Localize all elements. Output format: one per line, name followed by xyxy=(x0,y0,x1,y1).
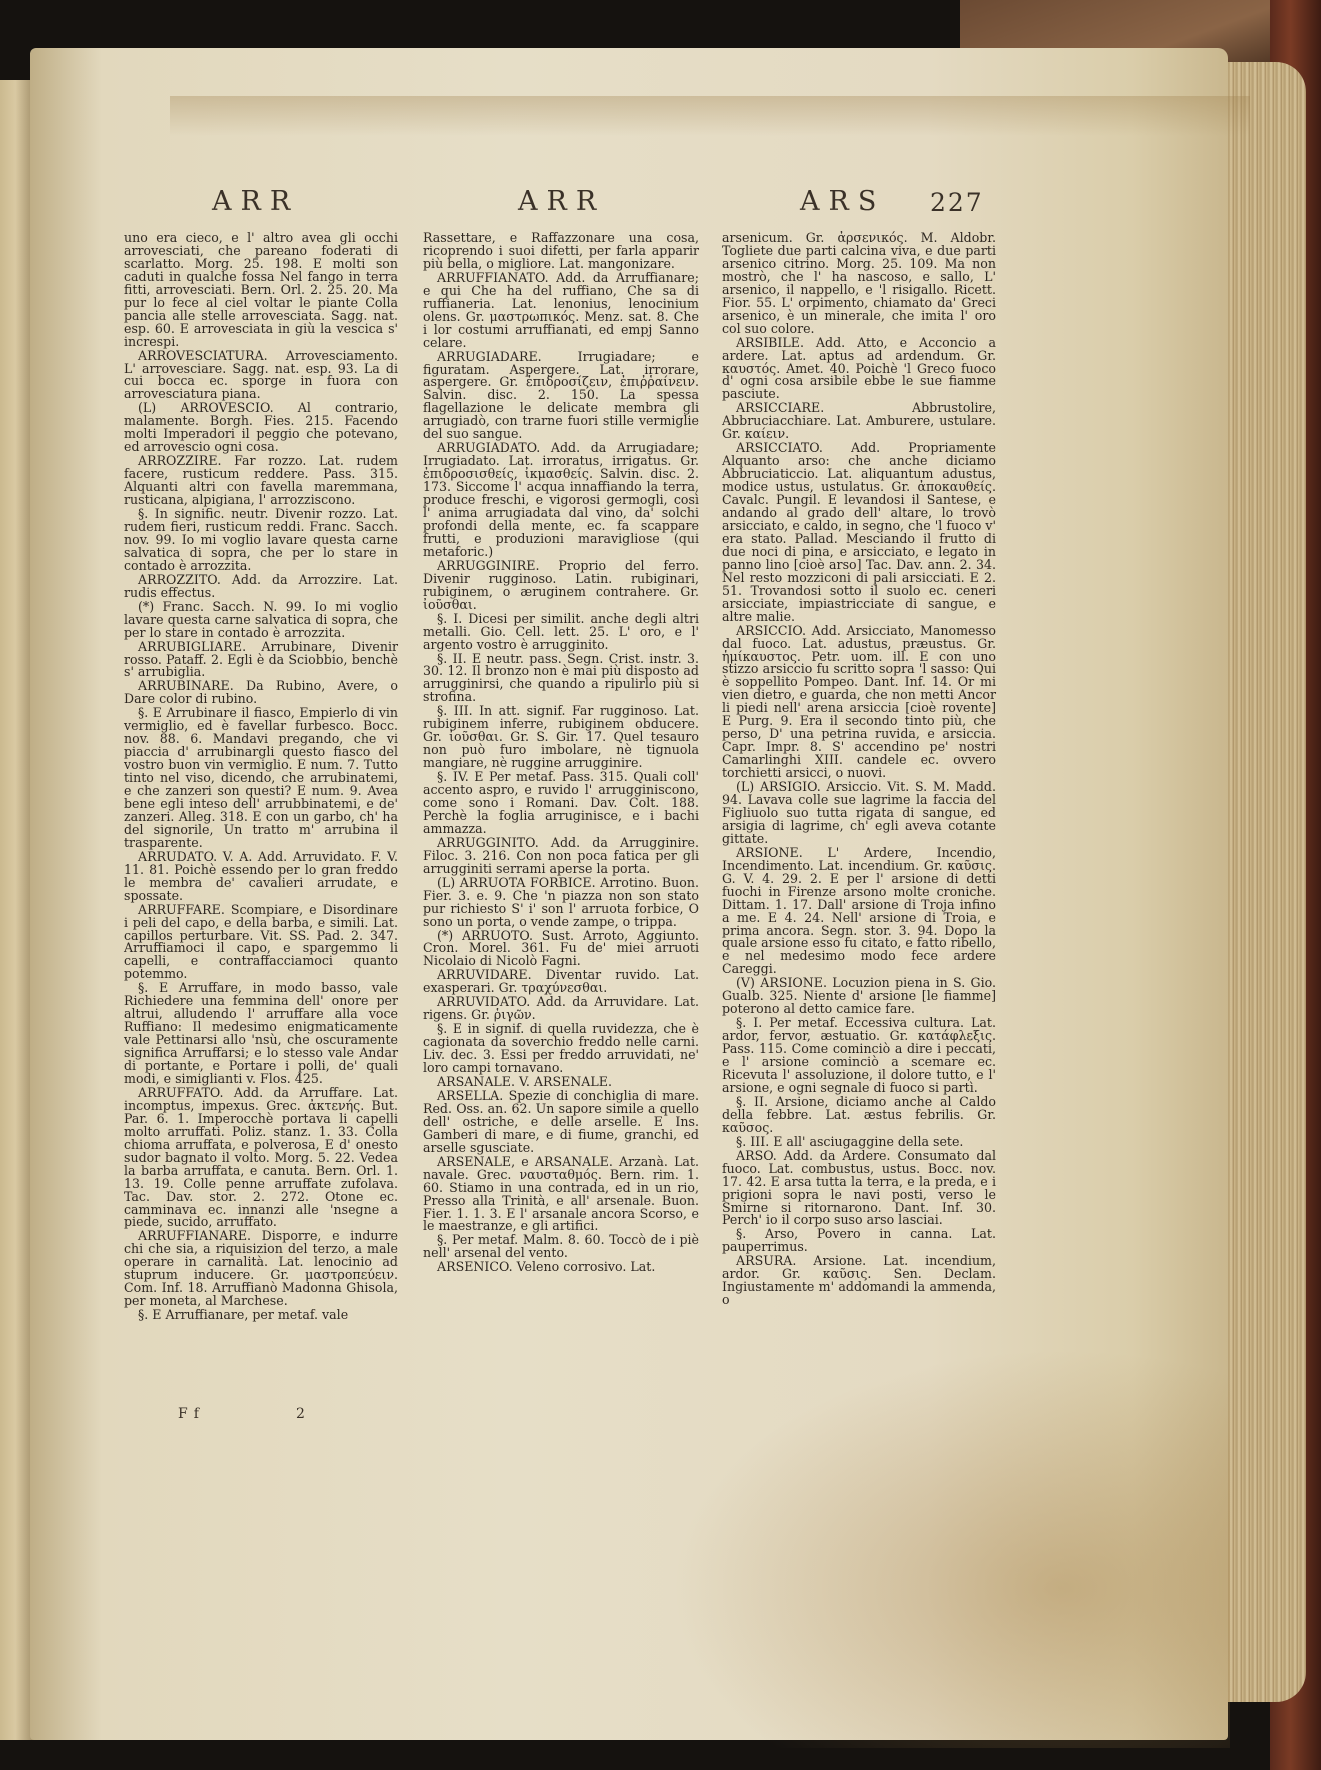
dictionary-entry: ARRUGGINITO. Add. da Arrugginire. Filoc. 3. 216. Con non poca fatica per gli arrugginiti serrami aperse la porta. xyxy=(423,834,699,876)
dictionary-entry: ARSICCIARE. Abbrustolire, Abbruciacchiare. Lat. Amburere, ustulare. Gr. καίειν. xyxy=(722,400,996,442)
dictionary-entry: (V) ARSIONE. Locuzion piena in S. Gio. Gualb. 325. Niente d' arsione [le fiamme] poterono al detto camice fare. xyxy=(722,975,996,1017)
paper-stain xyxy=(670,1348,1230,1748)
column-middle xyxy=(423,232,699,1275)
dictionary-entry: ARSO. Add. da Ardere. Consumato dal fuoco. Lat. combustus, ustus. Bocc. nov. 17. 42. E arsa tutta la terra, e la preda, e i prigioni sopra le navi posti, verso le Smirne si ritornarono. Dant. Inf. 30. Perch' io il corpo suso arso lasciai. xyxy=(722,1147,996,1228)
dictionary-entry: §. E in signif. di quella ruvidezza, che è cagionata da soverchio freddo nelle carni. Liv. dec. 3. Essi per freddo arruvidati, ne' loro campi tornavano. xyxy=(423,1021,699,1076)
dictionary-entry: ARRUBINARE. Da Rubino, Avere, o Dare color di rubino. xyxy=(124,678,398,707)
dictionary-entry: ARROVESCIATURA. Arrovesciamento. L' arrovesciare. Sagg. nat. esp. 93. La di cui bocca ec. sporge in fuora con arrovesciatura piana. xyxy=(124,347,398,402)
dictionary-entry: ARRUGIADARE. Irrugiadare; e figuratam. Aspergere. Lat. irrorare, aspergere. Gr. ἐπιδροσίζειν, ἐπιῤῥαίνειν. Salvin. disc. 2. 150. La spessa flagellazione le delicate membra gli arrugiadò, con trarne fuori stille vermiglie del suo sangue. xyxy=(423,348,699,442)
dictionary-entry: ARROZZITO. Add. da Arrozzire. Lat. rudis effectus. xyxy=(124,571,398,600)
paper-stain-top xyxy=(170,96,1250,136)
dictionary-entry: ARSICCIATO. Add. Propriamente Alquanto arso: che anche diciamo Abbruciaticcio. Lat. aliquantum adustus, modice ustus, ustulatus. Gr. ἀποκαυθείς. Cavalc. Pungil. E levandosi il Santese, e andando al grado dell' altare, lo trovò arsicciato, e caldo, in segno, che 'l fuoco v' era stato. Pallad. Mesciando il frutto di due noci di pina, e arsicciato, e legato in panno lino [cioè arso] Tac. Dav. ann. 2. 34. Nel resto mozziconi di pali arsicciati. E 2. 51. Trovandosi sotto il suolo ec. ceneri arsicciate, impiastricciate di sangue, e altre malie. xyxy=(722,440,996,624)
dictionary-entry: ARSIBILE. Add. Atto, e Acconcio a ardere. Lat. aptus ad ardendum. Gr. καυστός. Amet. 40. Poichè 'l Greco fuoco d' ogni cosa arsibile ebbe le sue fiamme pasciute. xyxy=(722,334,996,402)
dictionary-entry: §. Per metaf. Malm. 8. 60. Toccò de i piè nell' arsenal del vento. xyxy=(423,1232,699,1261)
dictionary-entry: ARRUGGINIRE. Proprio del ferro. Divenir rugginoso. Latin. rubiginari, rubiginem, o æruginem contrahere. Gr. ἰοῦσθαι. xyxy=(423,557,699,612)
dictionary-entry: §. E Arruffare, in modo basso, vale Richiedere una femmina dell' onore per altrui, alludendo l' arruffare alla voce Ruffiano: Il medesimo enigmaticamente vale Pettinarsi allo 'nsù, che oscuramente significa Arruffarsi; e lo stesso vale Andar di portante, e Portare i polli, de' quali modi, e simiglianti v. Flos. 425. xyxy=(124,980,398,1086)
column-right xyxy=(722,232,996,1308)
dictionary-entry: Rassettare, e Raffazzonare una cosa, ricoprendo i suoi difetti, per farla apparir più bella, o migliore. Lat. mangonizare. xyxy=(423,230,699,271)
dictionary-entry: §. I. Per metaf. Eccessiva cultura. Lat. ardor, fervor, æstuatio. Gr. κατάφλεξις. Pass. 115. Come cominciò a dire i peccati, e l' arsione cominciò a scemare ec. Ricevuta l' assoluzione, il dolore tutto, e l' arsione, e ogni segnale di fuoco si partì. xyxy=(722,1015,996,1095)
dictionary-entry: (L) ARSIGIO. Arsiccio. Vit. S. M. Madd. 94. Lavava colle sue lagrime la faccia del Figliuolo suo tutta rigata di sangue, ed arsigia di lagrime, ch' egli aveva cotante gittate. xyxy=(722,779,996,846)
dictionary-entry: §. III. In att. signif. Far rugginoso. Lat. rubiginem inferre, rubiginem obducere. Gr. ἰοῦσθαι. Gr. S. Gir. 17. Quel tesauro non può furo imbolare, nè tignuola mangiare, nè ruggine arrugginire. xyxy=(423,703,699,771)
page-edges xyxy=(1218,62,1306,1702)
dictionary-entry: ARRUFFIANARE. Disporre, e indurre chi che sia, a riquisizion del terzo, a male operare in carnalità. Lat. lenocinio ad stuprum inducere. Gr. μαστροπεύειν. Com. Inf. 18. Arruffianò Madonna Ghisola, per moneta, al Marchese. xyxy=(124,1228,398,1309)
dictionary-entry: §. II. Arsione, diciamo anche al Caldo della febbre. Lat. æstus febrilis. Gr. καῦσος. xyxy=(722,1093,996,1135)
left-page-strip xyxy=(0,80,34,1740)
dictionary-entry: §. II. E neutr. pass. Segn. Crist. instr. 3. 30. 12. Il bronzo non è mai più disposto ad arrugginirsi, che quando a ripulirlo più si strofina. xyxy=(423,650,699,705)
dictionary-entry: ARSENALE, e ARSANALE. Arzanà. Lat. navale. Grec. ναυσταθμός. Bern. rim. 1. 60. Stiamo in una contrada, ed in un rio, Presso alla Trinità, e all' arsenale. Buon. Fier. 1. 1. 3. E l' arsanale ancora Scorso, e le maestranze, e gli artifici. xyxy=(423,1153,699,1234)
dictionary-entry: §. III. E all' asciugaggine della sete. xyxy=(736,1133,964,1149)
dictionary-entry: §. IV. E Per metaf. Pass. 315. Quali coll' accento aspro, e ruvido l' arrugginiscono, come sono i Romani. Dav. Colt. 188. Perchè la foglia arruginisce, e i bachi ammazza. xyxy=(423,769,699,836)
dictionary-entry: ARROZZIRE. Far rozzo. Lat. rudem facere, rusticum reddere. Pass. 315. Alquanti altri con favella maremmana, rusticana, alpigiana, l' arrozziscono. xyxy=(124,453,398,508)
page-number: 227 xyxy=(930,188,984,217)
dictionary-entry: ARRUVIDATO. Add. da Arruvidare. Lat. rigens. Gr. ῥιγῶν. xyxy=(423,994,699,1023)
dictionary-entry: ARSURA. Arsione. Lat. incendium, ardor. Gr. καῦσις. Sen. Declam. Ingiustamente m' addomandi la ammenda, o xyxy=(722,1253,996,1308)
running-header-right: ARS xyxy=(800,186,886,217)
dictionary-entry: ARRUGIADATO. Add. da Arrugiadare; Irrugiadato. Lat. irroratus, irrigatus. Gr. ἐπιδροσισθείς, ἰκμασθείς. Salvin. disc. 2. 173. Siccome l' acqua innaffiando la terra, produce freschi, e vigorosi germogli, così l' anima arrugiadata dal vino, da' solchi profondi della mente, ec. fa scappare frutti, e produzioni maravigliose (qui metaforic.) xyxy=(423,440,699,559)
dictionary-entry: ARRUDATO. V. A. Add. Arruvidato. F. V. 11. 81. Poichè essendo per lo gran freddo le membra de' cavalieri arrudate, e spossate. xyxy=(124,848,398,903)
dictionary-entry: ARSICCIO. Add. Arsicciato, Manomesso dal fuoco. Lat. adustus, præustus. Gr. ἡμίκαυστος. Petr. uom. ill. E con uno stizzo arsiccio fu scritto sopra 'l sasso: Qui è soppellito Pompeo. Dant. Inf. 14. Or mi vien dietro, e guarda, che non metti Ancor li piedi nell' arena arsiccia [cioè rovente] E Purg. 9. Era il secondo tinto più, che perso, D' una petrina ruvida, e arsiccia. Capr. Impr. 8. S' accendino pe' nostri Camarlinghi XIII. candele ec. ovvero torchietti arsicci, o nuovi. xyxy=(722,622,996,781)
dictionary-entry: ARSENICO. Veleno corrosivo. Lat. xyxy=(437,1259,656,1275)
dictionary-entry: §. E Arrubinare il fiasco, Empierlo di vin vermiglio, ed è favellar furbesco. Bocc. nov. 88. 6. Mandavi pregando, che vi piaccia d' arrubinargli questo fiasco del vostro buon vin vermiglio. E num. 7. Tutto tinto nel viso, dicendo, che arrubinatemi, e che zanzeri son questi? E num. 9. Avea bene egli inteso dell' arrubbinatemi, e de' zanzeri. Alleg. 318. E con un garbo, ch' ha del signorile, Un tratto m' arrubina il trasparente. xyxy=(124,705,398,850)
dictionary-entry: §. I. Dicesi per similit. anche degli altri metalli. Gio. Cell. lett. 25. L' oro, e l' argento vostro è arrugginito. xyxy=(423,610,699,652)
column-left xyxy=(124,232,398,1323)
dictionary-entry: ARRUFFARE. Scompiare, e Disordinare i peli del capo, e della barba, e simili. Lat. capillos perturbare. Vit. SS. Pad. 2. 347. Arruffiamoci il capo, e spargemmo li capelli, e contraffacciamoci quanto potemmo. xyxy=(124,901,398,982)
dictionary-entry: uno era cieco, e l' altro avea gli occhi arrovesciati, che pareano foderati di scarlatto. Morg. 25. 198. E molti son caduti in qualche fossa Nel fango in terra fitti, arrovesciati. Bern. Orl. 2. 25. 20. Ma pur lo fece al ciel voltar le piante Colla pancia alle stelle arrovesciata. Sagg. nat. esp. 60. E arrovesciata in giù la vescica s' increspi. xyxy=(124,230,398,349)
dictionary-entry: ARRUFFIANATO. Add. da Arruffianare; e qui Che ha del ruffiano, Che sa di ruffianeria. Lat. lenonius, lenocinium olens. Gr. μαστρωπικός. Menz. sat. 8. Che i lor costumi arruffianati, ed empj Sanno celare. xyxy=(423,269,699,350)
signature-number: 2 xyxy=(296,1406,305,1422)
dictionary-entry: (L) ARRUOTA FORBICE. Arrotino. Buon. Fier. 3. e. 9. Che 'n piazza non son stato pur richiesto S' i' son l' arruota forbice, O sono un porta, o vende zampe, o trippa. xyxy=(423,874,699,929)
dictionary-entry: ARSIONE. L' Ardere, Incendio, Incendimento. Lat. incendium. Gr. καῦσις. G. V. 4. 29. 2. E per l' arsione di detti fuochi in Firenze arsono molte croniche. Dittam. 1. 17. Dall' arsione di Troja infino a me. E 4. 24. Nell' arsione di Troia, e prima ancora. Segn. stor. 3. 94. Dopo la quale arsione esso fu citato, e fatto ribello, e nel medesimo modo fece ardere Careggi. xyxy=(722,844,996,977)
running-header-center: ARR xyxy=(518,186,606,217)
dictionary-entry: ARSANALE. V. ARSENALE. xyxy=(437,1074,612,1089)
dictionary-entry: ARRUFFATO. Add. da Arruffare. Lat. incomptus, impexus. Grec. ἀκτενής. But. Par. 6. 1. Imperocchè portava li capelli molto arruffati. Poliz. stanz. 1. 33. Colla chioma arruffata, e polverosa, E d' onesto sudor bagnato il volto. Morg. 5. 22. Vedea la barba arruffata, e canuta. Bern. Orl. 1. 13. 19. Colle penne arruffate zufolava. Tac. Dav. stor. 2. 272. Otone ec. camminava ec. innanzi alle 'nsegne a piede, sucido, arruffato. xyxy=(124,1084,398,1230)
dictionary-entry: ARRUBIGLIARE. Arrubinare, Divenir rosso. Pataff. 2. Egli è da Sciobbio, benchè s' arrubiglia. xyxy=(124,638,398,680)
dictionary-entry: (*) ARRUOTO. Sust. Arroto, Aggiunto. Cron. Morel. 361. Fu de' miei arruoti Nicolaio di Nicolò Fagni. xyxy=(423,927,699,969)
dictionary-entry: ARRUVIDARE. Diventar ruvido. Lat. exasperari. Gr. τραχύνεσθαι. xyxy=(423,967,699,996)
dictionary-entry: §. Arso, Povero in canna. Lat. pauperrimus. xyxy=(722,1226,996,1255)
dictionary-entry: arsenicum. Gr. ἀρσενικός. M. Aldobr. Togliete due parti calcina viva, e due parti arsenico citrino. Morg. 25. 109. Ma non mostrò, che l' ha nascoso, e sallo, L' arsenico, il nappello, e 'l risigallo. Ricett. Fior. 55. L' orpimento, chiamato da' Greci arsenico, è un minerale, che imita l' oro col suo colore. xyxy=(722,230,996,336)
dictionary-entry: (*) Franc. Sacch. N. 99. Io mi voglio lavare questa carne salvatica di sopra, che per lo stare in contado è arrozzita. xyxy=(124,598,398,640)
running-header-left: ARR xyxy=(212,186,300,217)
dictionary-entry: (L) ARROVESCIO. Al contrario, malamente. Borgh. Fies. 215. Facendo molti Imperadori il peggio che potevano, ed arrovescio ogni cosa. xyxy=(124,400,398,455)
dictionary-entry: §. In signific. neutr. Divenir rozzo. Lat. rudem fieri, rusticum reddi. Franc. Sacch. nov. 99. Io mi voglio lavare questa carne salvatica di sopra, che per lo stare in contado è arrozzita. xyxy=(124,506,398,573)
dictionary-entry: ARSELLA. Spezie di conchiglia di mare. Red. Oss. an. 62. Un sapore simile a quello dell' ostriche, e delle arselle. E Ins. Gamberi di mare, e di fiume, granchi, ed arselle sgusciate. xyxy=(423,1087,699,1155)
signature-mark: Ff xyxy=(178,1406,205,1422)
dictionary-entry: §. E Arruffianare, per metaf. vale xyxy=(138,1307,349,1323)
